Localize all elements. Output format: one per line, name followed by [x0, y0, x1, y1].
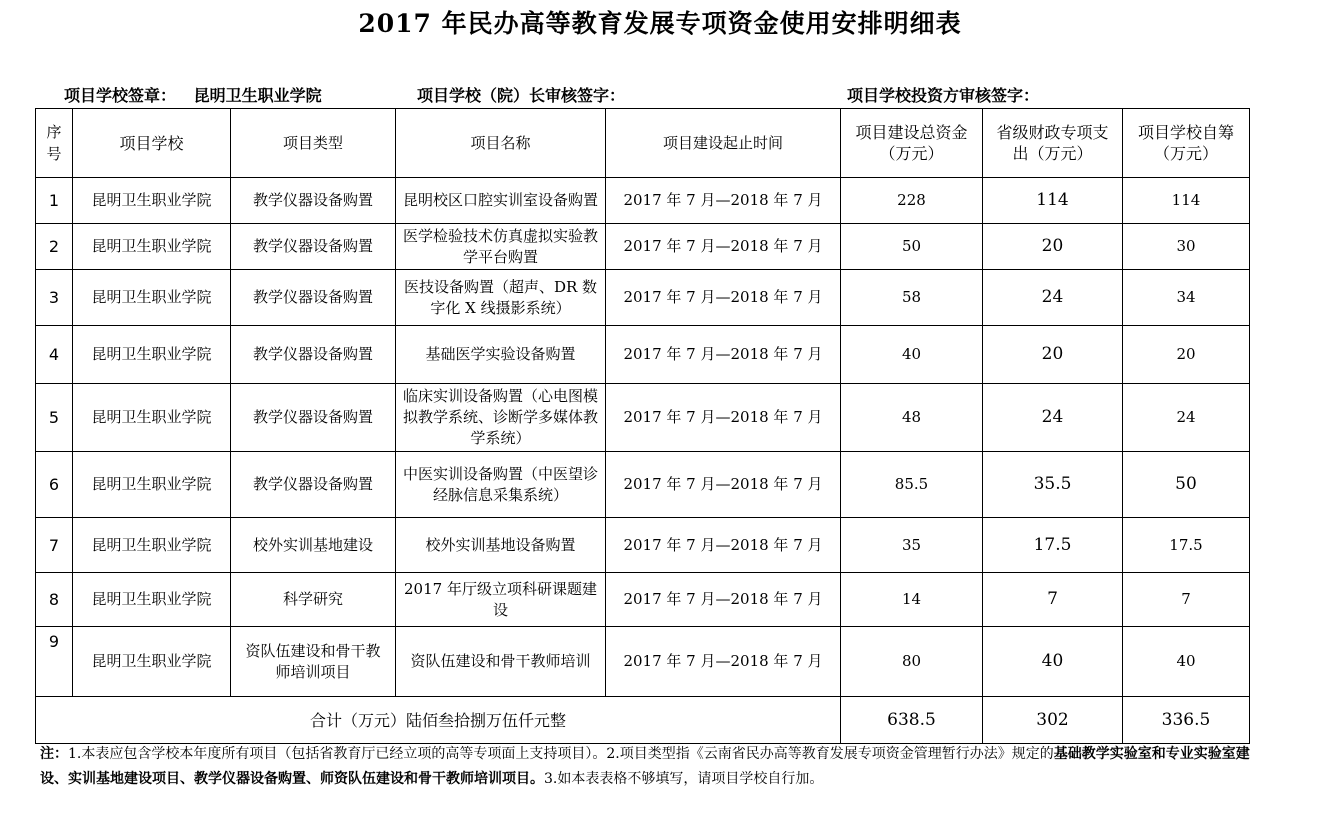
- row-period: 2017 年 7 月—2018 年 7 月: [606, 518, 841, 573]
- investor-signature-label: 项目学校投资方审核签字：: [847, 86, 1040, 105]
- row-provincial: 7: [983, 573, 1123, 627]
- row-provincial: 24: [983, 384, 1123, 452]
- row-type: 教学仪器设备购置: [231, 452, 396, 518]
- table-row: [36, 573, 1250, 627]
- school-seal: [64, 83, 322, 106]
- header-type: 项目类型: [231, 109, 396, 178]
- row-period: 2017 年 7 月—2018 年 7 月: [606, 573, 841, 627]
- row-total: 50: [841, 224, 983, 270]
- note-text-bold: 基础教学实验室和专业实验室建设、实训基地建设项目、教学仪器设备购置、师资队伍建设和骨干教师培训项目。: [40, 746, 1250, 787]
- row-total: 14: [841, 573, 983, 627]
- row-period: 2017 年 7 月—2018 年 7 月: [606, 326, 841, 384]
- header-name: 项目名称: [396, 109, 606, 178]
- note-text-part1: 1.本表应包含学校本年度所有项目（包括省教育厅已经立项的高等专项面上支持项目）。2.项目类型指《云南省民办高等教育发展专项资金管理暂行办法》规定的: [68, 746, 1054, 762]
- row-project-name: 中医实训设备购置（中医望诊经脉信息采集系统）: [396, 452, 606, 518]
- total-row: [36, 697, 1250, 744]
- table-row: [36, 518, 1250, 573]
- row-period: 2017 年 7 月—2018 年 7 月: [606, 224, 841, 270]
- row-provincial: 24: [983, 270, 1123, 326]
- row-self: 30: [1123, 224, 1250, 270]
- header-self: 项目学校自筹（万元）: [1123, 109, 1250, 178]
- table-row: [36, 224, 1250, 270]
- row-provincial: 17.5: [983, 518, 1123, 573]
- row-seq: 9: [36, 627, 73, 697]
- funding-table: [35, 108, 1250, 744]
- row-seq: 1: [36, 178, 73, 224]
- row-seq: 5: [36, 384, 73, 452]
- row-total: 40: [841, 326, 983, 384]
- row-provincial: 40: [983, 627, 1123, 697]
- row-project-name: 医学检验技术仿真虚拟实验教学平台购置: [396, 224, 606, 270]
- row-self: 34: [1123, 270, 1250, 326]
- note-prefix: 注：: [40, 746, 68, 762]
- row-provincial: 20: [983, 326, 1123, 384]
- row-seq: 8: [36, 573, 73, 627]
- table-row: [36, 627, 1250, 697]
- row-provincial: 35.5: [983, 452, 1123, 518]
- table-row: [36, 178, 1250, 224]
- row-project-name: 资队伍建设和骨干教师培训: [396, 627, 606, 697]
- row-self: 17.5: [1123, 518, 1250, 573]
- row-seq: 2: [36, 224, 73, 270]
- row-total: 228: [841, 178, 983, 224]
- note-text-part2: 3.如本表表格不够填写，请项目学校自行加。: [544, 771, 824, 787]
- row-school: 昆明卫生职业学院: [73, 224, 231, 270]
- row-school: 昆明卫生职业学院: [73, 518, 231, 573]
- row-project-name: 基础医学实验设备购置: [396, 326, 606, 384]
- row-school: 昆明卫生职业学院: [73, 452, 231, 518]
- row-project-name: 医技设备购置（超声、DR 数字化 X 线摄影系统）: [396, 270, 606, 326]
- row-period: 2017 年 7 月—2018 年 7 月: [606, 627, 841, 697]
- row-type: 校外实训基地建设: [231, 518, 396, 573]
- row-seq: 3: [36, 270, 73, 326]
- row-school: 昆明卫生职业学院: [73, 627, 231, 697]
- row-self: 40: [1123, 627, 1250, 697]
- row-total: 85.5: [841, 452, 983, 518]
- row-project-name: 2017 年厅级立项科研课题建设: [396, 573, 606, 627]
- total-label: 合计（万元）陆佰叁拾捌万伍仟元整: [36, 697, 841, 744]
- row-project-name: 昆明校区口腔实训室设备购置: [396, 178, 606, 224]
- row-project-name: 临床实训设备购置（心电图模拟教学系统、诊断学多媒体教学系统）: [396, 384, 606, 452]
- row-school: 昆明卫生职业学院: [73, 384, 231, 452]
- row-type: 资队伍建设和骨干教师培训项目: [231, 627, 396, 697]
- total-amount: 638.5: [841, 697, 983, 744]
- header-period: 项目建设起止时间: [606, 109, 841, 178]
- row-period: 2017 年 7 月—2018 年 7 月: [606, 178, 841, 224]
- row-seq: 4: [36, 326, 73, 384]
- total-provincial: 302: [983, 697, 1123, 744]
- row-self: 7: [1123, 573, 1250, 627]
- row-school: 昆明卫生职业学院: [73, 573, 231, 627]
- school-seal-value: 昆明卫生职业学院: [193, 86, 322, 105]
- president-signature-label: 项目学校（院）长审核签字：: [417, 86, 626, 105]
- row-period: 2017 年 7 月—2018 年 7 月: [606, 384, 841, 452]
- row-total: 35: [841, 518, 983, 573]
- row-provincial: 114: [983, 178, 1123, 224]
- table-row: [36, 384, 1250, 452]
- footnote: [40, 742, 1265, 792]
- table-row: [36, 270, 1250, 326]
- row-school: 昆明卫生职业学院: [73, 270, 231, 326]
- row-total: 48: [841, 384, 983, 452]
- row-self: 24: [1123, 384, 1250, 452]
- row-self: 20: [1123, 326, 1250, 384]
- row-total: 58: [841, 270, 983, 326]
- header-provincial: 省级财政专项支出（万元）: [983, 109, 1123, 178]
- row-school: 昆明卫生职业学院: [73, 326, 231, 384]
- page-title: 2017 年民办高等教育发展专项资金使用安排明细表: [358, 9, 962, 38]
- row-period: 2017 年 7 月—2018 年 7 月: [606, 270, 841, 326]
- row-type: 教学仪器设备购置: [231, 326, 396, 384]
- row-provincial: 20: [983, 224, 1123, 270]
- row-self: 114: [1123, 178, 1250, 224]
- row-seq: 7: [36, 518, 73, 573]
- total-self: 336.5: [1123, 697, 1250, 744]
- row-type: 科学研究: [231, 573, 396, 627]
- row-project-name: 校外实训基地设备购置: [396, 518, 606, 573]
- header-seq: 序号: [36, 109, 73, 178]
- row-self: 50: [1123, 452, 1250, 518]
- row-school: 昆明卫生职业学院: [73, 178, 231, 224]
- school-seal-label: 项目学校签章：: [64, 86, 177, 105]
- row-period: 2017 年 7 月—2018 年 7 月: [606, 452, 841, 518]
- row-total: 80: [841, 627, 983, 697]
- row-type: 教学仪器设备购置: [231, 224, 396, 270]
- row-type: 教学仪器设备购置: [231, 178, 396, 224]
- table-row: [36, 452, 1250, 518]
- row-type: 教学仪器设备购置: [231, 384, 396, 452]
- table-row: [36, 326, 1250, 384]
- row-type: 教学仪器设备购置: [231, 270, 396, 326]
- row-seq: 6: [36, 452, 73, 518]
- header-school: 项目学校: [73, 109, 231, 178]
- header-total: 项目建设总资金（万元）: [841, 109, 983, 178]
- table-header-row: [36, 109, 1250, 178]
